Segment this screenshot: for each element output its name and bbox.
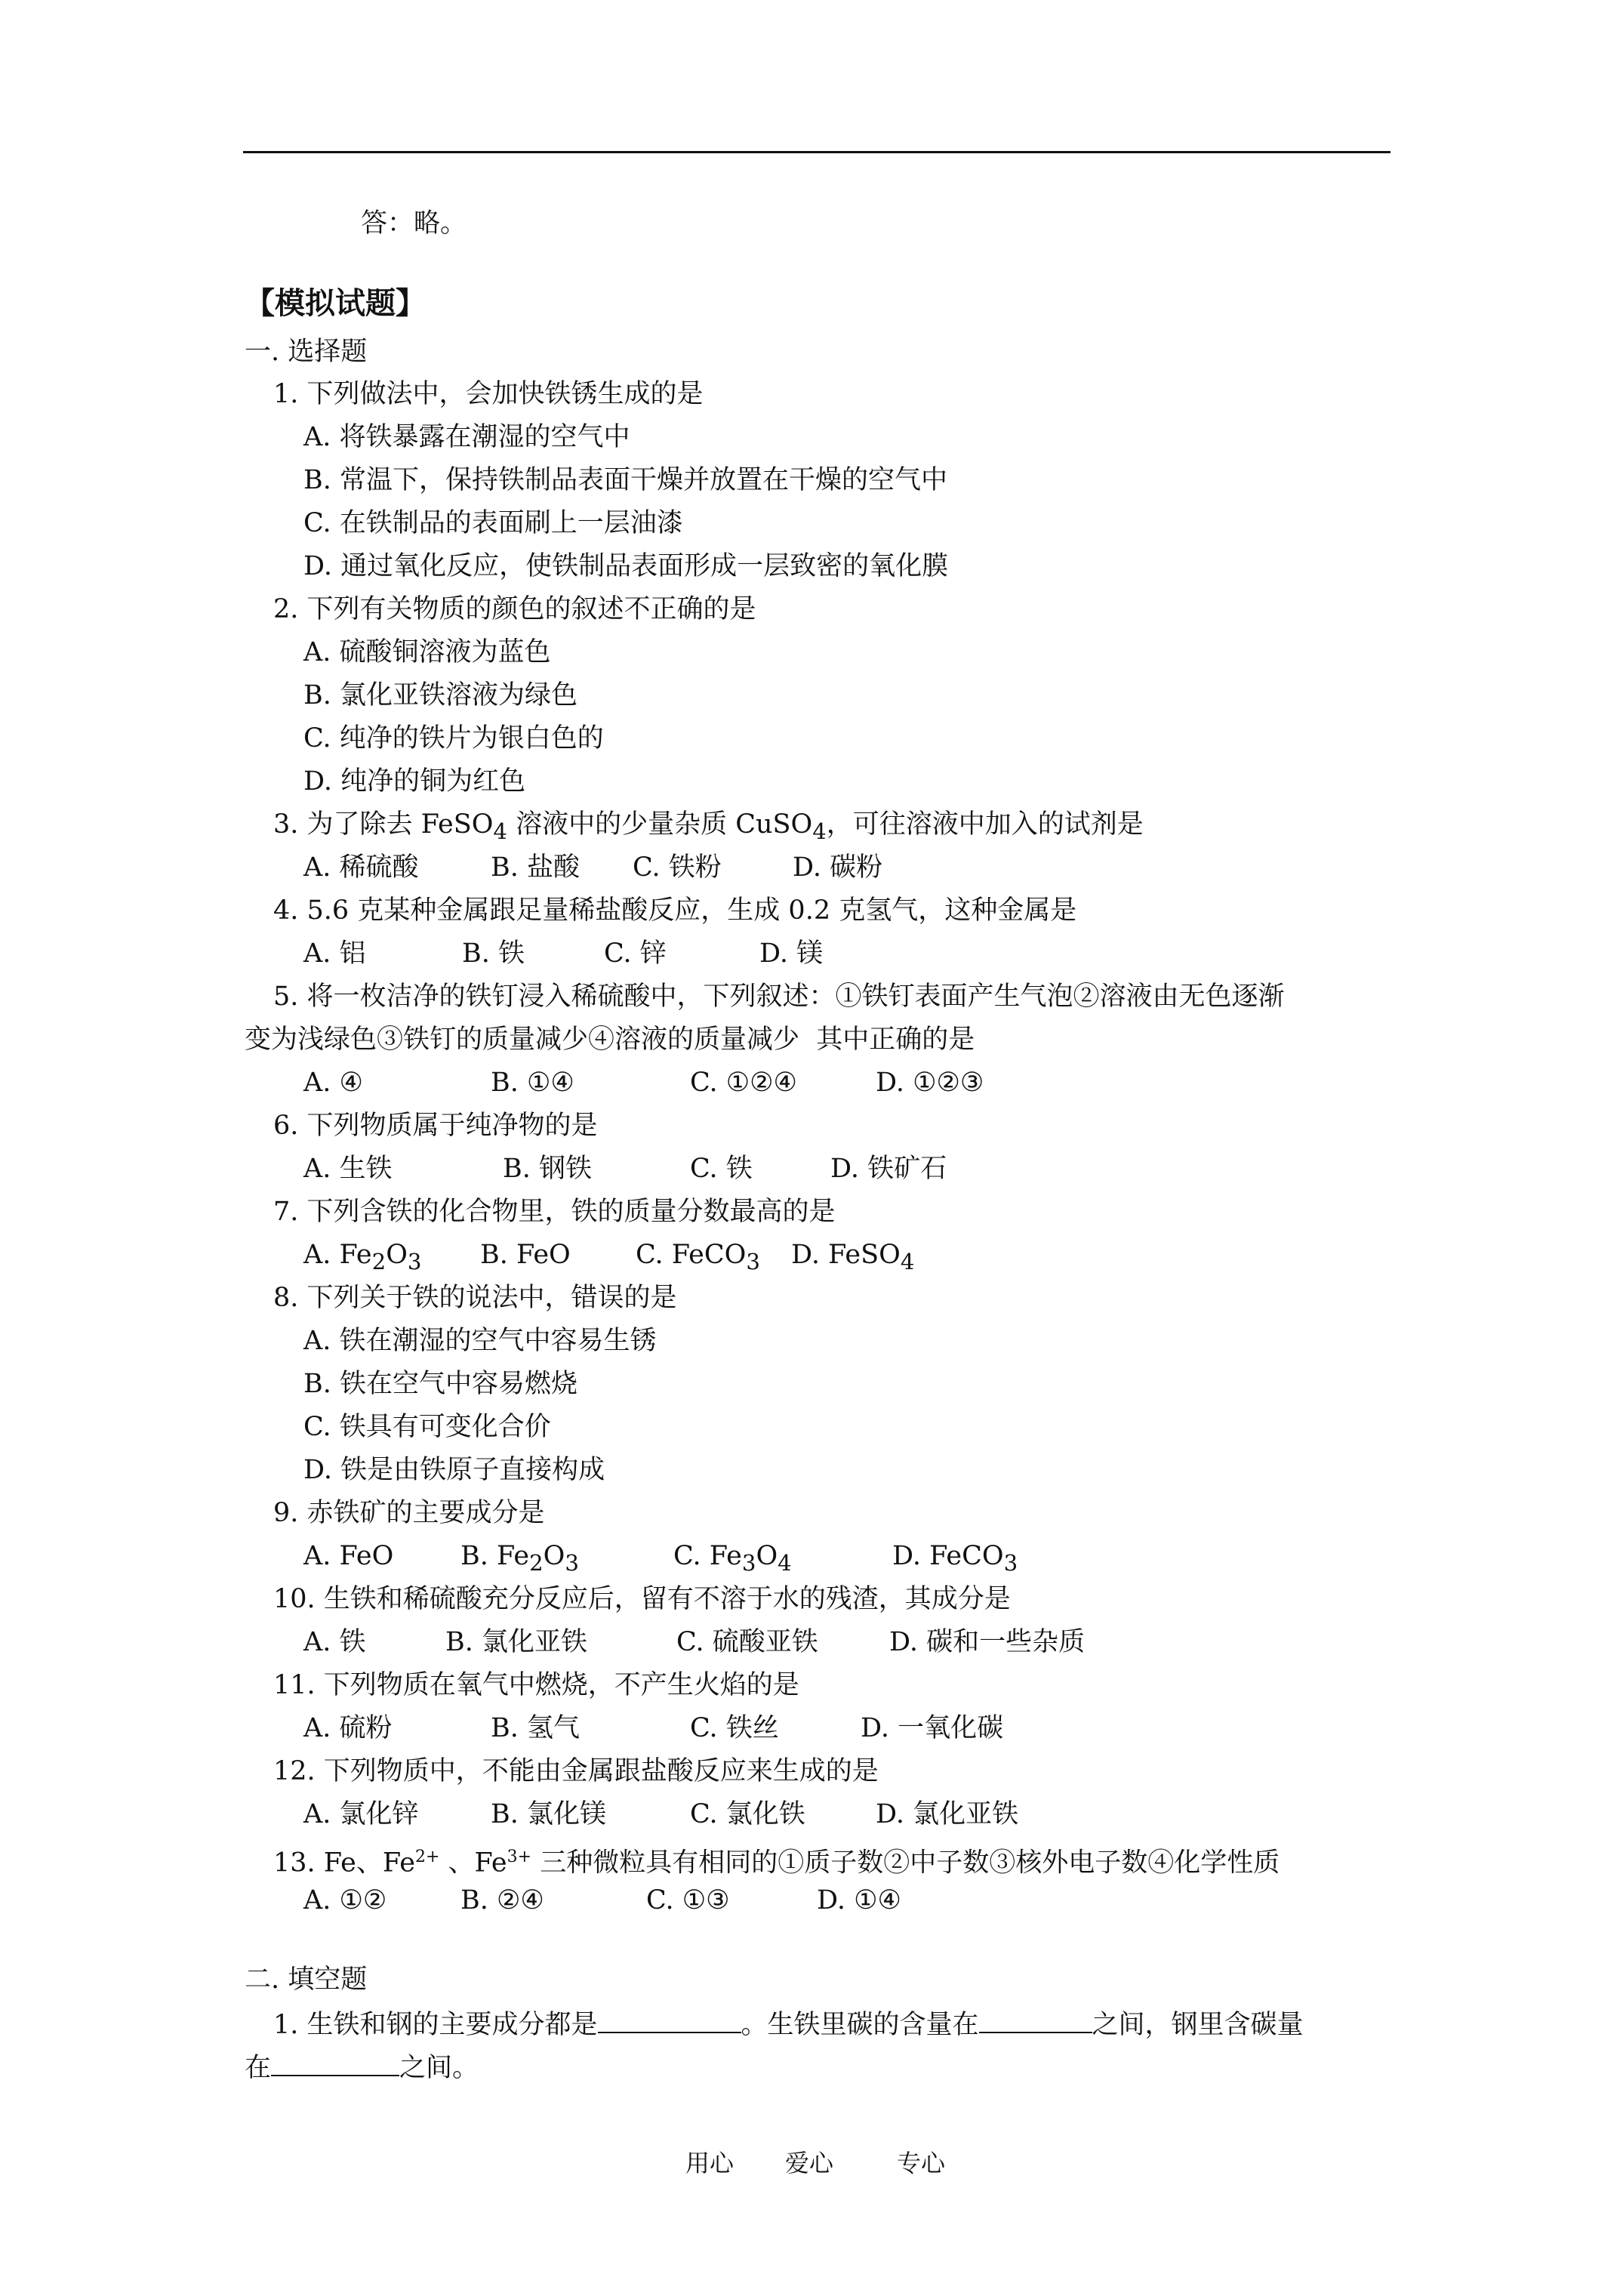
q1-option-a: A. 将铁暴露在潮湿的空气中 [303, 422, 630, 452]
q11-stem: 11. 下列物质在氧气中燃烧，不产生火焰的是 [273, 1670, 799, 1700]
q6-stem: 6. 下列物质属于纯净物的是 [273, 1111, 598, 1141]
q7-option-a: A. $Fe_2O_3$ [303, 1240, 422, 1274]
q10-option-a: A. 铁 [303, 1627, 366, 1657]
answer-text: 答：略。 [361, 208, 467, 239]
q10-option-d: D. 碳和一些杂质 [889, 1627, 1086, 1657]
q1-option-c: C. 在铁制品的表面刷上一层油漆 [303, 508, 683, 538]
q11-option-c: C. 铁丝 [690, 1713, 779, 1743]
q2-option-d: D. 纯净的铜为红色 [303, 766, 526, 797]
q12-option-b: B. 氯化镁 [491, 1799, 606, 1829]
q8-option-a: A. 铁在潮湿的空气中容易生锈 [303, 1326, 657, 1356]
fill-q1-line1: 1. 生铁和钢的主要成分都是 。生铁里碳的含量在 之间，钢里含碳量 [273, 2006, 1304, 2042]
q9-stem: 9. 赤铁矿的主要成分是 [273, 1498, 545, 1528]
q3-option-a: A. 稀硫酸 [303, 852, 419, 883]
answer-blank-3[interactable] [271, 2049, 399, 2076]
q11-option-a: A. 硫粉 [303, 1713, 393, 1743]
q9-option-b: B. $Fe_2O_3$ [460, 1541, 579, 1576]
header-rule [243, 151, 1390, 153]
q6-option-a: A. 生铁 [303, 1154, 393, 1184]
footer-right: 专心 [897, 2149, 946, 2177]
q8-stem: 8. 下列关于铁的说法中，错误的是 [273, 1283, 677, 1313]
q1-stem: 1. 下列做法中，会加快铁锈生成的是 [273, 379, 704, 409]
q2-stem: 2. 下列有关物质的颜色的叙述不正确的是 [273, 594, 756, 624]
q5-stem-line2: 变为浅绿色③铁钉的质量减少④溶液的质量减少 其中正确的是 [245, 1025, 975, 1055]
q8-option-d: D. 铁是由铁原子直接构成 [303, 1455, 605, 1485]
q10-option-c: C. 硫酸亚铁 [676, 1627, 818, 1657]
q9-option-a: A. FeO [303, 1541, 394, 1571]
q9-option-d: D. FeCO$_3$ [892, 1541, 1018, 1576]
q1-option-b: B. 常温下，保持铁制品表面干燥并放置在干燥的空气中 [303, 465, 947, 495]
q7-option-d: D. FeSO$_4$ [791, 1240, 915, 1274]
q5-option-c: C. ①②④ [690, 1068, 797, 1098]
q2-option-b: B. 氯化亚铁溶液为绿色 [303, 680, 577, 710]
q5-option-b: B. ①④ [491, 1068, 574, 1098]
q10-option-b: B. 氯化亚铁 [445, 1627, 587, 1657]
footer-middle: 爱心 [785, 2149, 834, 2177]
q12-stem: 12. 下列物质中，不能由金属跟盐酸反应来生成的是 [273, 1756, 879, 1786]
q4-option-c: C. 锌 [604, 938, 667, 969]
q4-option-d: D. 镁 [759, 938, 824, 969]
q3-option-d: D. 碳粉 [793, 852, 883, 883]
q5-stem-line1: 5. 将一枚洁净的铁钉浸入稀硫酸中，下列叙述：①铁钉表面产生气泡②溶液由无色逐渐 [273, 982, 1285, 1012]
q11-option-b: B. 氢气 [491, 1713, 580, 1743]
q7-option-c: C. FeCO$_3$ [636, 1240, 760, 1274]
q13-option-a: A. ①② [303, 1885, 387, 1915]
q3-option-b: B. 盐酸 [491, 852, 580, 883]
part2-title: 二. 填空题 [245, 1965, 368, 1995]
q5-option-a: A. ④ [303, 1068, 363, 1098]
q2-option-a: A. 硫酸铜溶液为蓝色 [303, 637, 551, 667]
q9-option-c: C. $Fe_3O_4$ [673, 1541, 792, 1576]
q4-stem: 4. 5.6 克某种金属跟足量稀盐酸反应，生成 0.2 克氢气，这种金属是 [273, 895, 1077, 926]
q6-option-b: B. 钢铁 [503, 1154, 592, 1184]
q8-option-c: C. 铁具有可变化合价 [303, 1412, 551, 1442]
q6-option-d: D. 铁矿石 [830, 1154, 947, 1184]
q12-option-a: A. 氯化锌 [303, 1799, 419, 1829]
q1-option-d: D. 通过氧化反应，使铁制品表面形成一层致密的氧化膜 [303, 551, 949, 581]
q6-option-c: C. 铁 [690, 1154, 753, 1184]
q7-stem: 7. 下列含铁的化合物里，铁的质量分数最高的是 [273, 1197, 836, 1227]
answer-blank-1[interactable] [598, 2006, 741, 2033]
q13-option-c: C. ①③ [646, 1885, 730, 1915]
q8-option-b: B. 铁在空气中容易燃烧 [303, 1369, 577, 1399]
part1-title: 一. 选择题 [245, 337, 368, 367]
q12-option-c: C. 氯化铁 [690, 1799, 805, 1829]
q13-option-d: D. ①④ [817, 1885, 901, 1915]
q10-stem: 10. 生铁和稀硫酸充分反应后，留有不溶于水的残渣，其成分是 [273, 1584, 1011, 1614]
q3-option-c: C. 铁粉 [633, 852, 722, 883]
q2-option-c: C. 纯净的铁片为银白色的 [303, 723, 604, 754]
footer-left: 用心 [685, 2149, 735, 2177]
q12-option-d: D. 氯化亚铁 [876, 1799, 1019, 1829]
q4-option-a: A. 铝 [303, 938, 366, 969]
q13-stem: 13. Fe、$Fe^{2+}$ 、$Fe^{3+}$ 三种微粒具有相同的①质子数②中子数③核外电子数④化学性质 [273, 1848, 1280, 1878]
q13-option-b: B. ②④ [460, 1885, 544, 1915]
q5-option-d: D. ①②③ [876, 1068, 984, 1098]
q3-stem: 3. 为了除去 FeSO$_4$ 溶液中的少量杂质 CuSO$_4$，可往溶液中加入的试剂是 [273, 809, 1144, 844]
q4-option-b: B. 铁 [462, 938, 525, 969]
fill-q1-line2: 在 之间。 [245, 2049, 479, 2085]
answer-blank-2[interactable] [979, 2006, 1092, 2033]
section-title: 【模拟试题】 [245, 285, 426, 321]
q11-option-d: D. 一氧化碳 [861, 1713, 1004, 1743]
q7-option-b: B. FeO [480, 1240, 571, 1270]
